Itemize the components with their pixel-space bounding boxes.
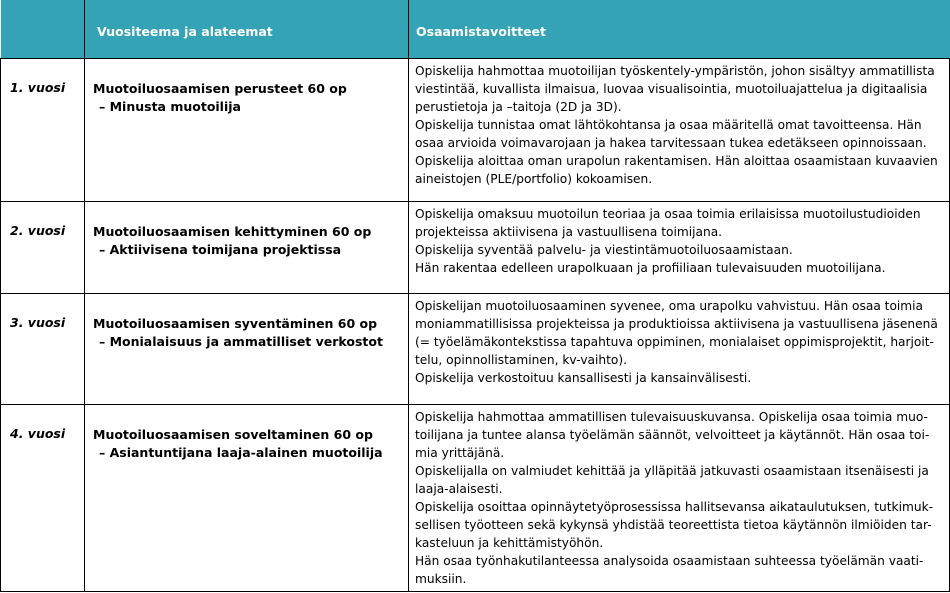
table-row-year-2 [1,202,950,294]
subtheme: – Minusta muotoilija [99,99,241,114]
goal-paragraph: Hän osaa työnhakutilanteessa analysoida osaamistaan suhteessa työelämän vaati-muksiin. [415,554,924,586]
goals-cell [409,294,950,405]
header-theme: Vuositeema ja alateemat [85,0,409,59]
theme-title: Muotoiluosaamisen kehittyminen 60 op [93,224,372,239]
theme-cell [85,202,409,294]
goals-cell [409,405,950,592]
table-header-row [1,0,950,59]
theme-title: Muotoiluosaamisen syventäminen 60 op [93,316,378,331]
goal-paragraph: Opiskelija osoittaa opinnäytetyöprosessissa hallitsevansa aikataulutuksen, tutkimuk-sellisen työotteen sekä kykynsä yhdistää teoreettista tietoa käytännön ilmiöiden tar-kasteluun ja kehittämistyöhön. [415,500,934,550]
goals-cell [409,59,950,202]
year-cell: 4. vuosi [1,405,85,592]
theme-cell [85,405,409,592]
goal-paragraph: Opiskelija aloittaa oman urapolun rakentamisen. Hän aloittaa osaamistaan kuvaavien aineistojen (PLE/portfolio) kokoamisen. [415,154,938,186]
year-cell: 3. vuosi [1,294,85,405]
theme-cell [85,59,409,202]
goal-paragraph: Opiskelijalla on valmiudet kehittää ja ylläpitää jatkuvasti osaamistaan itsenäisesti ja laaja-alaisesti. [415,464,929,496]
goal-paragraph: Opiskelija verkostoituu kansallisesti ja kansainvälisesti. [415,371,752,385]
goal-paragraph: Opiskelijan muotoiluosaaminen syvenee, oma urapolku vahvistuu. Hän osaa toimia moniammatillisissa projekteissa ja produktioissa aktiivisena ja vastuullisena jäsenenä (= työelämäkontekstissa tapahtuva oppiminen, monialaiset oppimisprojektit, harjoit-telu, opinnollistaminen, kv-vaihto). [415,299,938,367]
header-goals: Osaamistavoitteet [409,0,950,59]
subtheme: – Aktiivisena toimijana projektissa [99,242,342,257]
goals-cell [409,202,950,294]
goal-paragraph: Opiskelija hahmottaa muotoilijan työskentely-ympäristön, johon sisältyy ammatillista viestintää, kuvallista ilmaisua, luovaa visualisointia, muotoiluajattelua ja digitaalisia perustietoja ja –taitoja (2D ja 3D). [415,64,935,114]
goal-paragraph: Opiskelija hahmottaa ammatillisen tulevaisuuskuvansa. Opiskelija osaa toimia muo-toilijana ja tuntee alansa työelämän säännöt, velvoitteet ja käytännöt. Hän osaa toi-mia yrittäjänä. [415,410,930,460]
theme-title: Muotoiluosaamisen soveltaminen 60 op [93,427,373,442]
theme-title: Muotoiluosaamisen perusteet 60 op [93,81,347,96]
theme-cell [85,294,409,405]
table-row-year-1 [1,59,950,202]
year-cell: 1. vuosi [1,59,85,202]
goal-paragraph: Opiskelija tunnistaa omat lähtökohtansa ja osaa määritellä omat tavoitteensa. Hän osaa arvioida voimavarojaan ja hakea tarvitessaan tukea edetäkseen opinnoissaan. [415,118,927,150]
table-row-year-3 [1,294,950,405]
table-row-year-4 [1,405,950,592]
goal-paragraph: Hän rakentaa edelleen urapolkuaan ja profiiliaan tulevaisuuden muotoilijana. [415,261,886,275]
header-year [1,0,85,59]
subtheme: – Asiantuntijana laaja-alainen muotoilija [99,445,383,460]
subtheme: – Monialaisuus ja ammatilliset verkostot [99,334,383,349]
goal-paragraph: Opiskelija syventää palvelu- ja viestintämuotoiluosaamistaan. [415,243,793,257]
goal-paragraph: Opiskelija omaksuu muotoilun teoriaa ja osaa toimia erilaisissa muotoilustudioiden projekteissa aktiivisena ja vastuullisena toimijana. [415,207,921,239]
year-cell: 2. vuosi [1,202,85,294]
